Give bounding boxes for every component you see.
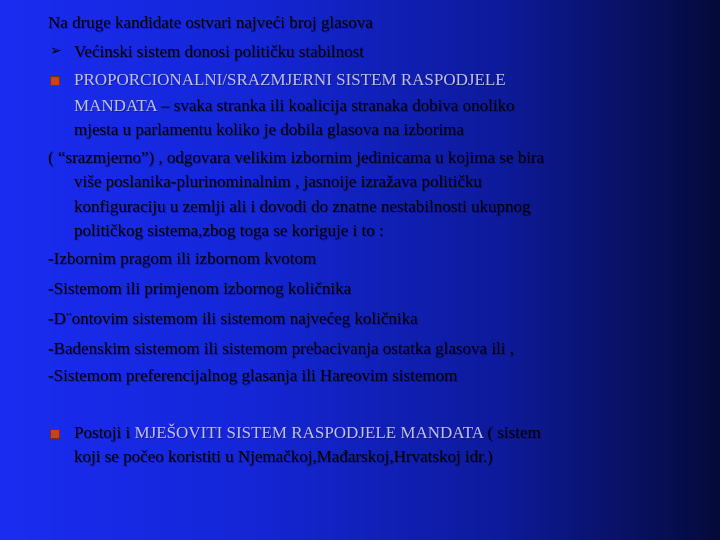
list-item: -Sistemom preferencijalnog glasanja ili Hareovim sistemom xyxy=(48,366,458,385)
bullet-text-post: ( sistem xyxy=(483,423,541,442)
bullet-text xyxy=(74,96,515,115)
bullet-heading xyxy=(74,70,506,89)
list-item: -D¨ontovim sistemom ili sistemom najvećeg količnika xyxy=(48,309,418,328)
paragraph-line: konfiguraciju u zemlji ali i dovodi do znatne nestabilnosti ukupnog xyxy=(74,197,531,216)
square-bullet-icon xyxy=(50,76,60,86)
bullet-text: Većinski sistem donosi političku stabilnost xyxy=(74,42,364,61)
list-item: -Badenskim sistemom ili sistemom prebacivanja ostatka glasova ili , xyxy=(48,339,514,358)
highlight-text: PROPORCIONALNI/SRAZMJERNI SISTEM RASPODJELE xyxy=(74,70,506,89)
bullet-text xyxy=(74,423,541,442)
bullet-text: mjesta u parlamentu koliko je dobila glasova na izborima xyxy=(74,120,464,139)
square-bullet-icon xyxy=(50,429,60,439)
bullet-text: koji se počeo koristiti u Njemačkoj,Mađarskoj,Hrvatskoj idr.) xyxy=(74,447,493,466)
highlight-text: MJEŠOVITI SISTEM RASPODJELE MANDATA xyxy=(134,423,484,442)
paragraph-line: političkog sistema,zbog toga se koriguje i to : xyxy=(74,221,384,240)
bullet-text-pre: Postoji i xyxy=(74,423,135,442)
text-line: Na druge kandidate ostvari najveći broj glasova xyxy=(48,13,373,32)
paragraph-line: ( “srazmjerno”) , odgovara velikim izbornim jedinicama u kojima se bira xyxy=(48,148,545,167)
list-item: -Izbornim pragom ili izbornom kvotom xyxy=(48,249,317,268)
paragraph-line: više poslanika-plurinominalnim , jasnoije izražava političku xyxy=(74,172,482,191)
bullet-text-rest: – svaka stranka ili koalicija stranaka dobiva onoliko xyxy=(156,96,515,115)
highlight-text: MANDATA xyxy=(74,96,157,115)
list-item: -Sistemom ili primjenom izbornog količnika xyxy=(48,279,352,298)
arrow-bullet-icon: ➢ xyxy=(50,44,62,59)
